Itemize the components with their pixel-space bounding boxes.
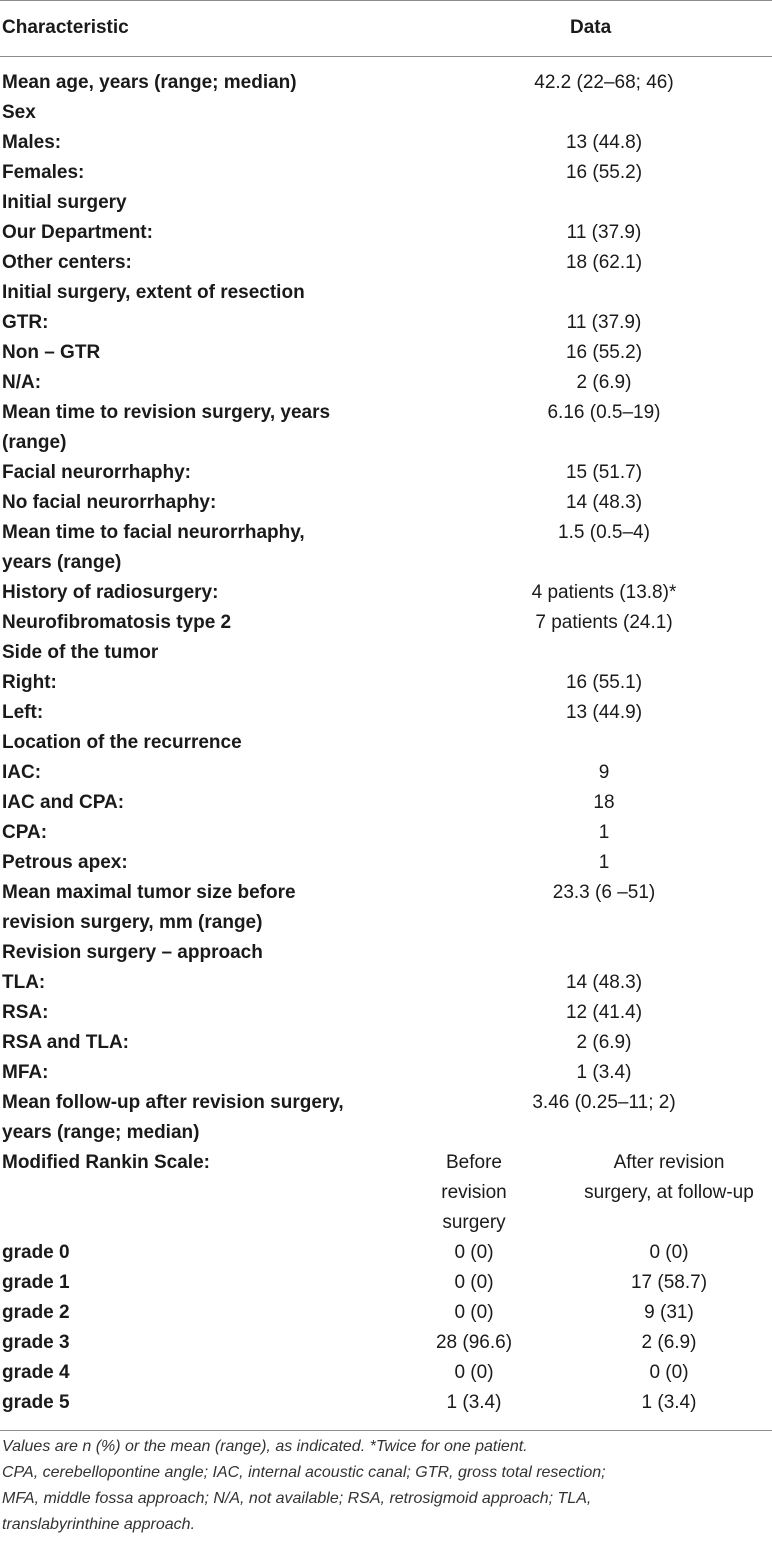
row-label: Facial neurorrhaphy: — [2, 462, 191, 483]
row-value: 13 (44.9) — [565, 702, 643, 723]
row-label: MFA: — [2, 1062, 49, 1083]
grade-before-value: 0 (0) — [454, 1362, 494, 1383]
row-label: Petrous apex: — [2, 852, 128, 873]
row-label: (range) — [2, 432, 67, 453]
footnote-line: MFA, middle fossa approach; N/A, not available; RSA, retrosigmoid approach; TLA, — [2, 1490, 592, 1507]
row-value: 2 (6.9) — [576, 372, 632, 393]
before-header-line: revision — [441, 1182, 507, 1203]
row-value: 16 (55.1) — [565, 672, 643, 693]
row-label: IAC and CPA: — [2, 792, 125, 813]
grade-after-value: 17 (58.7) — [630, 1272, 708, 1293]
row-value: 11 (37.9) — [566, 222, 642, 243]
header-data: Data — [570, 17, 612, 38]
header-characteristic: Characteristic — [2, 17, 129, 38]
rankin-before-header — [402, 1148, 546, 1238]
row-value: 42.2 (22–68; 46) — [534, 72, 674, 93]
grade-after-value: 2 (6.9) — [641, 1332, 697, 1353]
row-value: 1 — [598, 852, 610, 873]
row-label: Mean time to revision surgery, years — [2, 402, 331, 423]
row-label: Mean time to facial neurorrhaphy, — [2, 522, 305, 543]
row-value: 12 (41.4) — [565, 1002, 643, 1023]
row-value: 2 (6.9) — [576, 1032, 632, 1053]
row-label: years (range; median) — [2, 1122, 200, 1143]
footnote-line: Values are n (%) or the mean (range), as indicated. *Twice for one patient. — [2, 1438, 528, 1455]
row-label: Initial surgery, extent of resection — [2, 282, 305, 303]
row-label: revision surgery, mm (range) — [2, 912, 263, 933]
row-value: 14 (48.3) — [565, 492, 643, 513]
grade-after-value: 9 (31) — [644, 1302, 694, 1323]
row-value: 1 — [598, 822, 610, 843]
grade-before-value: 0 (0) — [454, 1302, 494, 1323]
row-label: Non – GTR — [2, 342, 101, 363]
row-label: IAC: — [2, 762, 42, 783]
grade-label: grade 4 — [2, 1362, 70, 1383]
row-label: Mean maximal tumor size before — [2, 882, 296, 903]
grade-before-value: 28 (96.6) — [435, 1332, 513, 1353]
row-label: RSA and TLA: — [2, 1032, 130, 1053]
row-value: 15 (51.7) — [565, 462, 643, 483]
row-label: Sex — [2, 102, 36, 123]
grade-label: grade 1 — [2, 1272, 70, 1293]
row-value: 11 (37.9) — [566, 312, 642, 333]
grade-label: grade 5 — [2, 1392, 70, 1413]
row-label: Side of the tumor — [2, 642, 159, 663]
row-label: TLA: — [2, 972, 46, 993]
row-label: Our Department: — [2, 222, 153, 243]
rankin-after-header — [564, 1148, 772, 1208]
row-label: History of radiosurgery: — [2, 582, 219, 603]
row-label: Right: — [2, 672, 57, 693]
row-value: 14 (48.3) — [565, 972, 643, 993]
footnote-line: CPA, cerebellopontine angle; IAC, internal acoustic canal; GTR, gross total resection; — [2, 1464, 606, 1481]
bottom-rule — [0, 1430, 772, 1431]
grade-before-value: 1 (3.4) — [446, 1392, 502, 1413]
grade-before-value: 0 (0) — [454, 1272, 494, 1293]
after-header-line: surgery, at follow-up — [584, 1182, 754, 1203]
row-value: 16 (55.2) — [565, 162, 643, 183]
row-label: Other centers: — [2, 252, 132, 273]
row-value: 18 — [593, 792, 615, 813]
row-value: 3.46 (0.25–11; 2) — [532, 1092, 676, 1113]
rankin-label: Modified Rankin Scale: — [2, 1152, 210, 1173]
row-label: Males: — [2, 132, 62, 153]
footnote-line: translabyrinthine approach. — [2, 1516, 196, 1533]
grade-after-value: 1 (3.4) — [641, 1392, 697, 1413]
row-value: 9 — [598, 762, 610, 783]
row-value: 23.3 (6 –51) — [552, 882, 656, 903]
row-label: Left: — [2, 702, 44, 723]
row-value: 4 patients (13.8)* — [531, 582, 677, 603]
grade-label: grade 3 — [2, 1332, 70, 1353]
before-header-line: Before — [446, 1152, 502, 1173]
top-rule — [0, 0, 772, 1]
grade-before-value: 0 (0) — [454, 1242, 494, 1263]
row-label: Revision surgery – approach — [2, 942, 263, 963]
row-label: Females: — [2, 162, 85, 183]
row-value: 6.16 (0.5–19) — [547, 402, 661, 423]
row-value: 13 (44.8) — [565, 132, 643, 153]
row-label: RSA: — [2, 1002, 49, 1023]
row-label: years (range) — [2, 552, 122, 573]
row-value: 1 (3.4) — [576, 1062, 632, 1083]
row-value: 18 (62.1) — [565, 252, 643, 273]
grade-after-value: 0 (0) — [649, 1242, 689, 1263]
grade-label: grade 0 — [2, 1242, 70, 1263]
grade-label: grade 2 — [2, 1302, 70, 1323]
row-label: Mean follow-up after revision surgery, — [2, 1092, 344, 1113]
grade-after-value: 0 (0) — [649, 1362, 689, 1383]
after-header-line: After revision — [613, 1152, 725, 1173]
before-header-line: surgery — [442, 1212, 506, 1233]
row-label: Initial surgery — [2, 192, 127, 213]
row-label: Location of the recurrence — [2, 732, 242, 753]
row-label: N/A: — [2, 372, 42, 393]
row-value: 16 (55.2) — [565, 342, 643, 363]
row-label: No facial neurorrhaphy: — [2, 492, 217, 513]
row-value: 1.5 (0.5–4) — [558, 522, 650, 543]
row-label: CPA: — [2, 822, 48, 843]
header-rule — [0, 56, 772, 57]
row-value: 7 patients (24.1) — [535, 612, 673, 633]
row-label: Neurofibromatosis type 2 — [2, 612, 232, 633]
row-label: GTR: — [2, 312, 49, 333]
row-label: Mean age, years (range; median) — [2, 72, 297, 93]
